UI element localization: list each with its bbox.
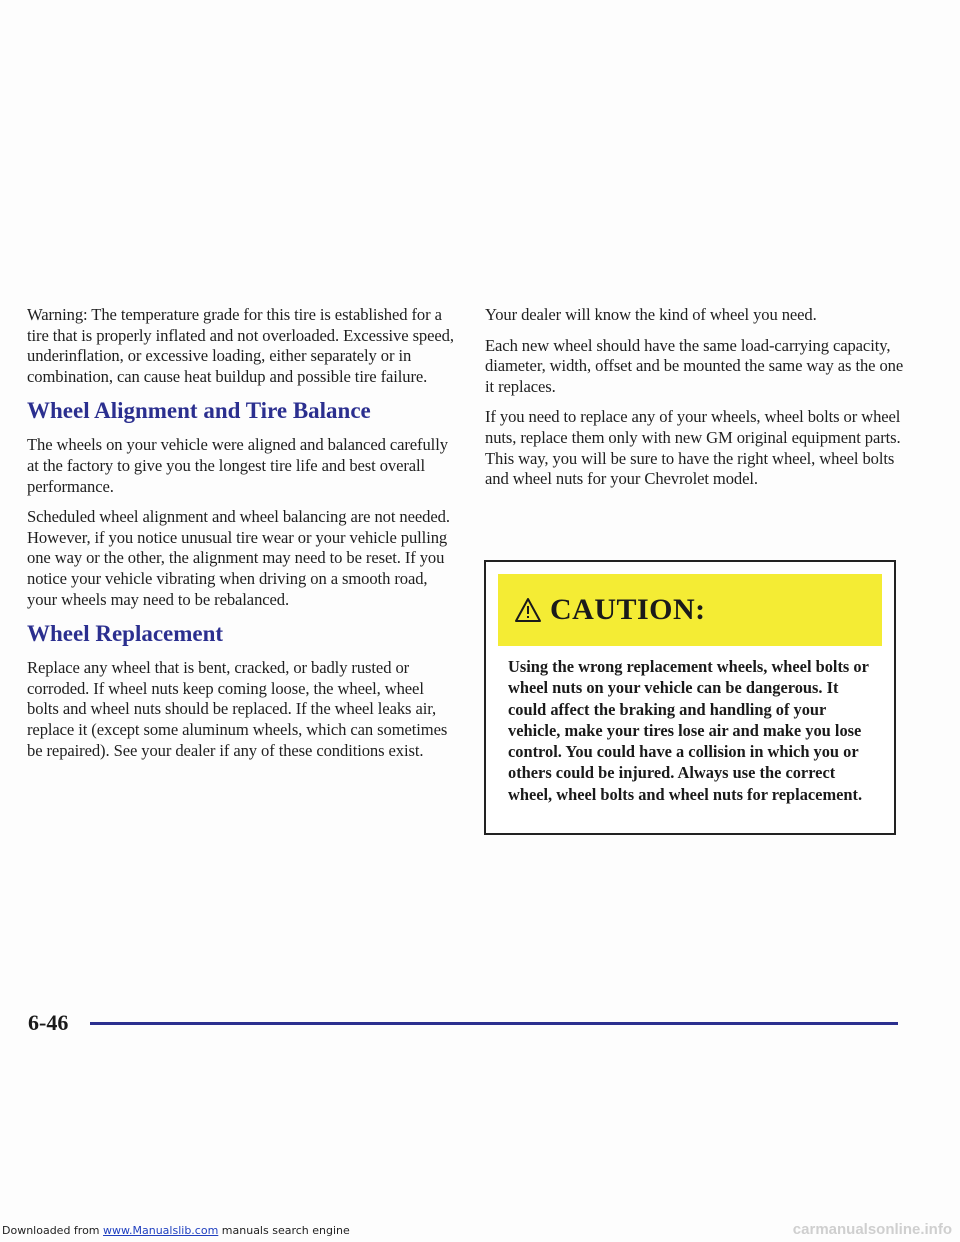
caution-title: CAUTION:	[550, 593, 706, 626]
alignment-paragraph-2: Scheduled wheel alignment and wheel balancing are not needed. However, if you notice unusual tire wear or your vehicle pulling one way or the other, the alignment may need to be reset. If you notice your vehicle vibrating when driving on a smooth road, your wheels may need to be rebalanced.	[27, 507, 450, 609]
new-wheel-paragraph: Each new wheel should have the same load-carrying capacity, diameter, width, offset and be mounted the same way as the one it replaces.	[485, 335, 904, 396]
download-note-prefix: Downloaded from	[2, 1224, 100, 1237]
manualslib-link[interactable]: www.Manualslib.com	[103, 1224, 219, 1237]
caution-box	[484, 560, 896, 835]
watermark: carmanualsonline.info	[792, 1221, 952, 1238]
right-column	[485, 305, 905, 500]
footer-rule	[90, 1022, 898, 1025]
left-column	[27, 305, 457, 771]
warning-paragraph: Warning: The temperature grade for this tire is established for a tire that is properly inflated and not overloaded. Excessive speed, underinflation, or excessive loading, either separately or in combination, can cause heat buildup and possible tire failure.	[27, 305, 454, 386]
page-number: 6-46	[28, 1010, 69, 1035]
caution-text: Using the wrong replacement wheels, wheel bolts or wheel nuts on your vehicle can be dangerous. It could affect the braking and handling of your vehicle, make your tires lose air and make you lose control. You could have a collision in which you or others could be injured. Always use the correct wheel, wheel bolts and wheel nuts for replacement.	[508, 657, 869, 804]
dealer-paragraph: Your dealer will know the kind of wheel you need.	[485, 305, 817, 324]
download-note-suffix: manuals search engine	[221, 1224, 350, 1237]
replace-parts-paragraph: If you need to replace any of your wheels, wheel bolts or wheel nuts, replace them only with new GM original equipment parts. This way, you will be sure to have the right wheel, wheel bolts and wheel nuts for your Chevrolet model.	[485, 407, 901, 489]
caution-header	[498, 574, 882, 646]
alignment-paragraph-1: The wheels on your vehicle were aligned and balanced carefully at the factory to give you the longest tire life and best overall performance.	[27, 435, 448, 496]
warning-triangle-icon	[514, 597, 542, 623]
download-note	[2, 1224, 350, 1237]
replacement-paragraph: Replace any wheel that is bent, cracked, or badly rusted or corroded. If wheel nuts keep coming loose, the wheel, wheel bolts and wheel nuts should be replaced. If the wheel leaks air, replace it (except some aluminum wheels, which can sometimes be repaired). See your dealer if any of these conditions exist.	[27, 658, 448, 760]
wheel-replacement-heading: Wheel Replacement	[27, 621, 224, 647]
wheel-alignment-heading: Wheel Alignment and Tire Balance	[27, 398, 371, 424]
